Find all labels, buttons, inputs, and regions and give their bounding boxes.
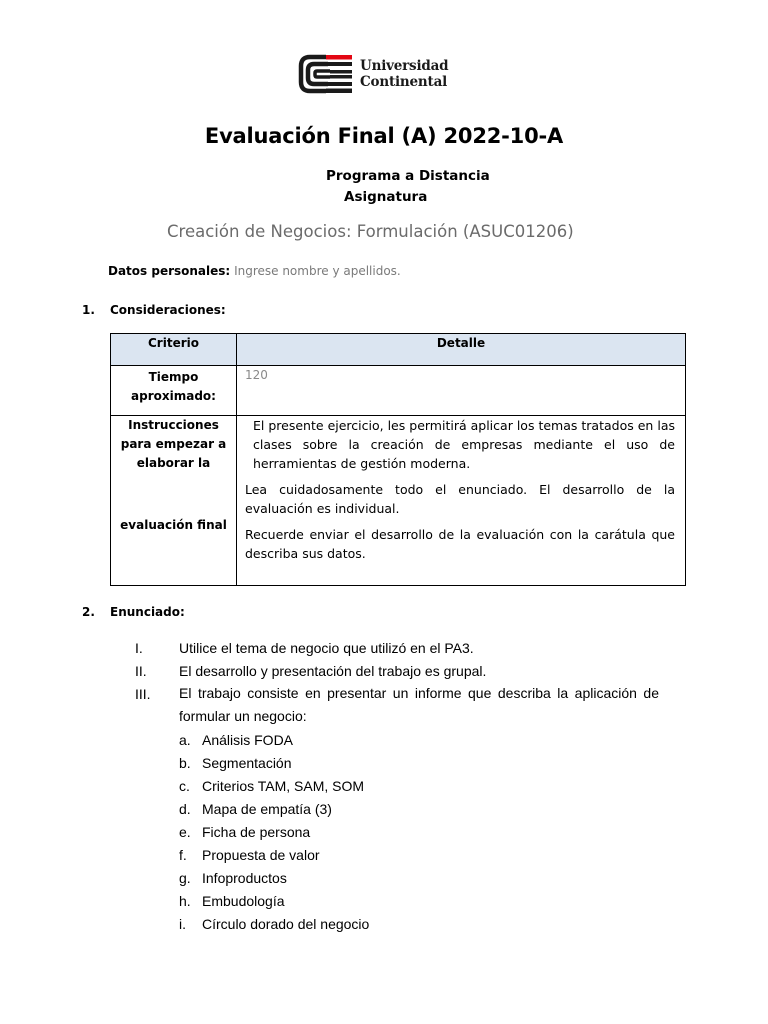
sub-item-text: Círculo dorado del negocio — [202, 916, 370, 932]
subject-label: Asignatura — [344, 189, 428, 205]
sub-item-letter: c. — [179, 778, 190, 794]
list-item-text: Utilice el tema de negocio que utilizó en el PA3. — [179, 640, 474, 656]
program-label: Programa a Distancia — [326, 168, 490, 184]
sub-item-text: Embudología — [202, 893, 285, 909]
section-heading-statement — [82, 605, 185, 619]
sub-item-letter: a. — [179, 732, 191, 748]
criterio-line: Tiempo — [148, 370, 199, 384]
criteria-table — [110, 333, 686, 586]
sub-item-text: Propuesta de valor — [202, 847, 320, 863]
section-title: Consideraciones: — [110, 303, 226, 317]
table-header-row — [111, 334, 686, 366]
personal-data-label: Datos personales: — [108, 264, 231, 278]
personal-data-line — [108, 264, 401, 278]
criterio-line: Instrucciones — [128, 418, 219, 432]
university-continental-logo-icon — [298, 54, 354, 94]
sub-item-letter: e. — [179, 824, 191, 840]
university-logo — [298, 54, 448, 94]
section-number: 1. — [82, 303, 95, 317]
roman-numeral: I. — [135, 640, 143, 656]
sub-item-text: Criterios TAM, SAM, SOM — [202, 778, 365, 794]
course-name: Creación de Negocios: Formulación (ASUC01206) — [167, 222, 574, 241]
sub-item-letter: f. — [179, 847, 187, 863]
logo-line-2: Continental — [360, 74, 448, 90]
logo-line-1: Universidad — [360, 58, 449, 74]
roman-numeral: III. — [135, 686, 151, 702]
detalle-cell[interactable]: 120 — [237, 366, 686, 416]
logo-text — [360, 58, 448, 90]
sub-item-text: Infoproductos — [202, 870, 287, 886]
list-item-text: El trabajo consiste en presentar un informe que describa la aplicación de formular un negocio: — [179, 685, 659, 724]
criterio-cell — [111, 366, 237, 416]
detalle-cell — [237, 416, 686, 586]
sub-item-letter: b. — [179, 755, 191, 771]
criterio-line: evaluación final — [120, 518, 227, 532]
sub-item-text: Segmentación — [202, 755, 292, 771]
detail-paragraph: Lea cuidadosamente todo el enunciado. El desarrollo de la evaluación es individual. — [245, 482, 675, 516]
sub-item-letter: d. — [179, 801, 191, 817]
section-heading-considerations — [82, 303, 226, 317]
criterio-line: elaborar la — [136, 456, 211, 470]
criterio-line: para empezar a — [120, 437, 227, 451]
personal-data-value[interactable]: Ingrese nombre y apellidos. — [234, 264, 401, 278]
sub-item-letter: g. — [179, 870, 191, 886]
sub-item-text: Ficha de persona — [202, 824, 311, 840]
section-number: 2. — [82, 605, 95, 619]
sub-item-text: Mapa de empatía (3) — [202, 801, 332, 817]
detail-paragraph: El presente ejercicio, les permitirá aplicar los temas tratados en las clases sobre la creación de empresas mediante el uso de herramientas de gestión moderna. — [253, 418, 675, 471]
sub-item-text: Análisis FODA — [202, 732, 294, 748]
detail-paragraph: Recuerde enviar el desarrollo de la evaluación con la carátula que describa sus datos. — [245, 527, 675, 561]
sub-item-letter: h. — [179, 893, 191, 909]
roman-numeral: II. — [135, 663, 147, 679]
list-item-text: El desarrollo y presentación del trabajo es grupal. — [179, 663, 487, 679]
header-detalle: Detalle — [237, 334, 686, 366]
criterio-cell — [111, 416, 237, 586]
table-row — [111, 416, 686, 586]
sub-item-letter: i. — [179, 916, 186, 932]
table-row — [111, 366, 686, 416]
criterio-line: aproximado: — [131, 389, 216, 403]
header-criterio: Criterio — [111, 334, 237, 366]
section-title: Enunciado: — [110, 605, 185, 619]
document-title: Evaluación Final (A) 2022-10-A — [204, 124, 564, 148]
